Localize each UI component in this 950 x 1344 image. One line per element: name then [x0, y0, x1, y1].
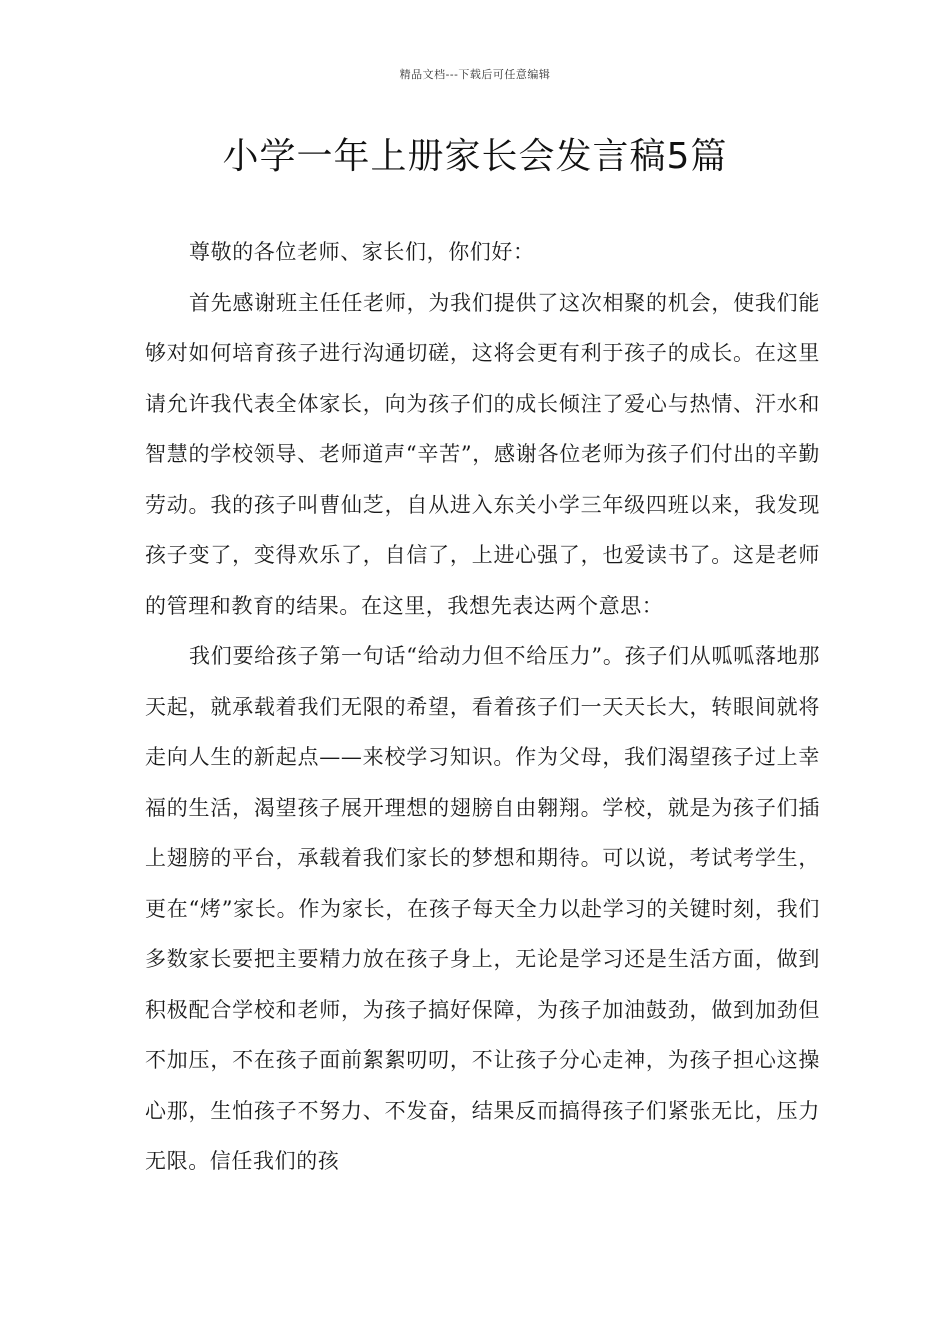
header-note: 精品文档---下载后可任意编辑 — [399, 68, 551, 81]
document-title: 小学一年上册家长会发言稿5篇 — [222, 136, 728, 177]
document-body — [145, 227, 820, 1187]
greeting-paragraph: 尊敬的各位老师、家长们，你们好： — [189, 240, 535, 264]
body-paragraph: 我们要给孩子第一句话“给动力但不给压力”。孩子们从呱呱落地那天起，就承载着我们无限的希望，看着孩子们一天天长大，转眼间就将走向人生的新起点——来校学习知识。作为父母，我们渴望孩子过上幸福的生活，渴望孩子展开理想的翅膀自由翱翔。学校，就是为孩子们插上翅膀的平台，承载着我们家长的梦想和期待。可以说，考试考学生，更在“烤”家长。作为家长，在孩子每天全力以赴学习的关键时刻，我们多数家长要把主要精力放在孩子身上，无论是学习还是生活方面，做到积极配合学校和老师，为孩子搞好保障，为孩子加油鼓劲，做到加劲但不加压，不在孩子面前絮絮叨叨，不让孩子分心走神，为孩子担心这操心那，生怕孩子不努力、不发奋，结果反而搞得孩子们紧张无比，压力无限。信任我们的孩 — [145, 644, 820, 1173]
body-paragraph: 首先感谢班主任任老师，为我们提供了这次相聚的机会，使我们能够对如何培育孩子进行沟通切磋，这将会更有利于孩子的成长。在这里请允许我代表全体家长，向为孩子们的成长倾注了爱心与热情、汗水和智慧的学校领导、老师道声“辛苦”，感谢各位老师为孩子们付出的辛勤劳动。我的孩子叫曹仙芝，自从进入东关小学三年级四班以来，我发现孩子变了，变得欢乐了，自信了，上进心强了，也爱读书了。这是老师的管理和教育的结果。在这里，我想先表达两个意思： — [145, 290, 820, 618]
